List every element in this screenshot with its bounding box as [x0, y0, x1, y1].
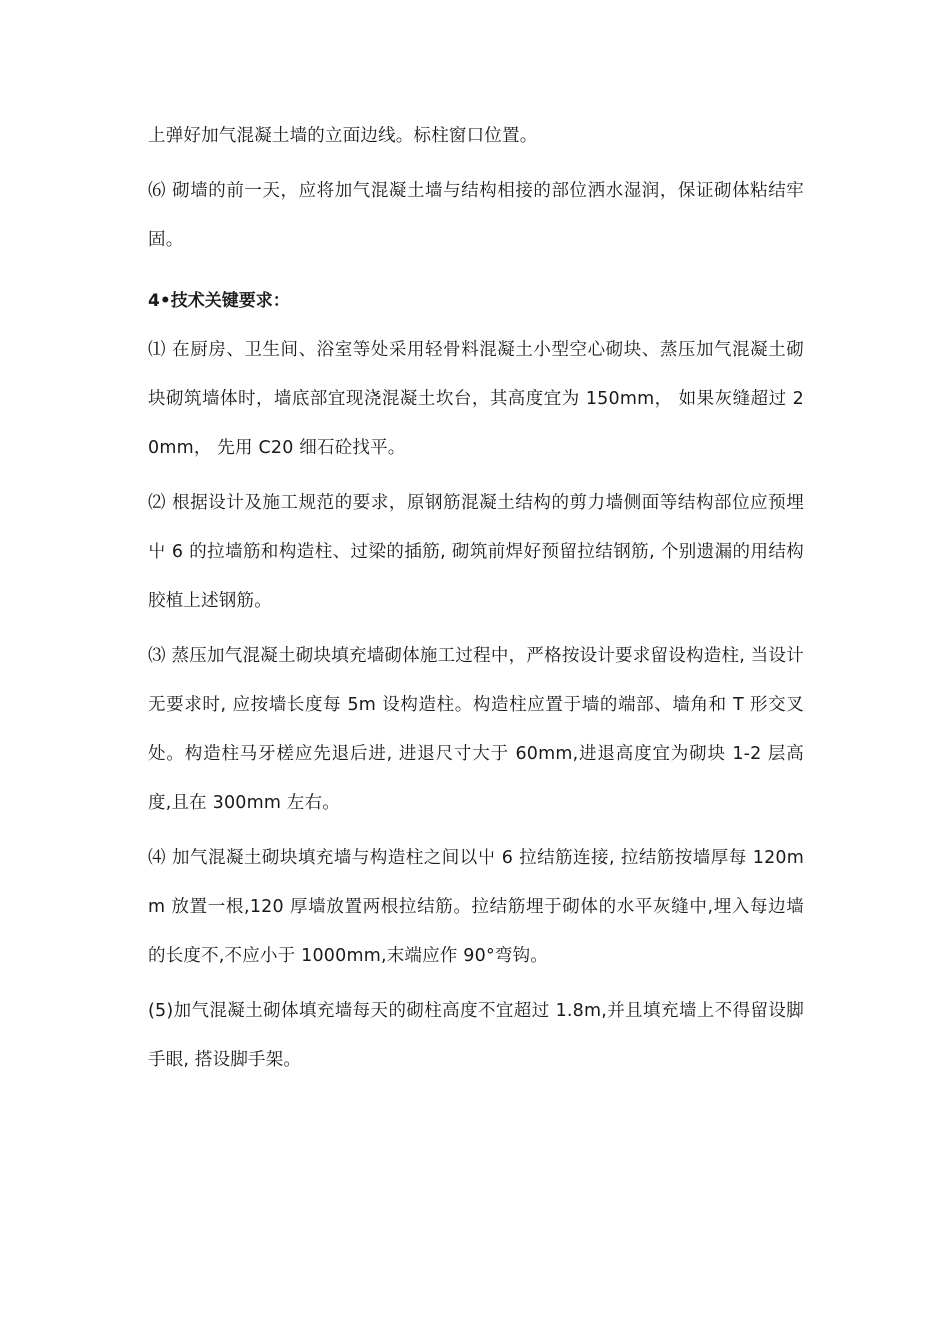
section-spacer: [148, 265, 804, 277]
section-4-item-3: ⑶ 蒸压加气混凝土砌块填充墙砌体施工过程中，严格按设计要求留设构造柱, 当设计无要求时, 应按墙长度每 5m 设构造柱。构造柱应置于墙的端部、墙角和 T 形交叉处。构造柱马牙槎应先退后进, 进退尺寸大于 60mm,进退高度宜为砌块 1-2 层高度,且在 300mm 左右。: [148, 646, 804, 813]
intro-continuation-paragraph: 上弹好加气混凝土墙的立面边线。标柱窗口位置。: [148, 126, 538, 146]
section-4-item-5: (5)加气混凝土砌体填充墙每天的砌柱高度不宜超过 1.8m,并且填充墙上不得留设脚手眼, 搭设脚手架。: [148, 1001, 804, 1070]
section-4-item-1: ⑴ 在厨房、卫生间、浴室等处采用轻骨料混凝土小型空心砌块、蒸压加气混凝土砌块砌筑墙体时，墙底部宜现浇混凝土坎台，其高度宜为 150mm， 如果灰缝超过 20mm， 先用 C20 细石砼找平。: [148, 340, 804, 458]
document-page: [148, 112, 804, 1085]
section-4-item-2: ⑵ 根据设计及施工规范的要求，原钢筋混凝土结构的剪力墙侧面等结构部位应预埋屮 6 的拉墙筋和构造柱、过梁的插筋, 砌筑前焊好预留拉结钢筋, 个别遗漏的用结构胶植上述钢筋。: [148, 493, 804, 611]
intro-item-6-paragraph: ⑹ 砌墙的前一天，应将加气混凝土墙与结构相接的部位洒水湿润，保证砌体粘结牢固。: [148, 181, 804, 250]
section-4-heading: 4•技术关键要求：: [148, 291, 290, 311]
section-4-item-4: ⑷ 加气混凝土砌块填充墙与构造柱之间以屮 6 拉结筋连接, 拉结筋按墙厚每 120mm 放置一根,120 厚墙放置两根拉结筋。拉结筋埋于砌体的水平灰缝中,埋入每边墙的长度不,不应小于 1000mm,末端应作 90°弯钩。: [148, 848, 804, 966]
